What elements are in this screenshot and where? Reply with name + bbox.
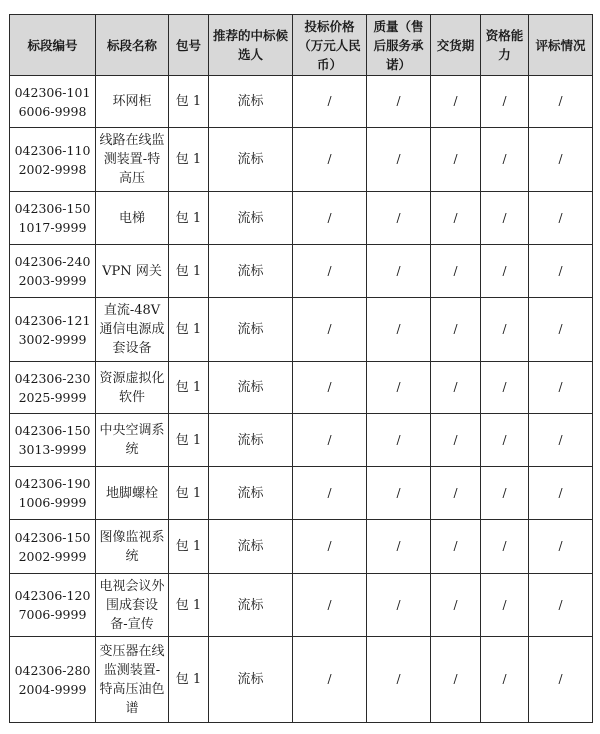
table-row: [10, 467, 593, 520]
recommended-bidder: 流标: [209, 574, 293, 637]
table-row: [10, 245, 593, 298]
quality: /: [367, 245, 431, 298]
evaluation: /: [529, 192, 593, 245]
package-number: 包 1: [169, 520, 209, 574]
delivery-period: /: [431, 245, 481, 298]
table-row: [10, 362, 593, 414]
evaluation: /: [529, 520, 593, 574]
package-number: 包 1: [169, 192, 209, 245]
delivery-period: /: [431, 76, 481, 128]
delivery-period: /: [431, 520, 481, 574]
bid-price: /: [293, 520, 367, 574]
recommended-bidder: 流标: [209, 298, 293, 362]
delivery-period: /: [431, 414, 481, 467]
qualification: /: [481, 362, 529, 414]
header-code: 标段编号: [10, 15, 96, 76]
recommended-bidder: 流标: [209, 245, 293, 298]
header-quality: 质量（售后服务承诺）: [367, 15, 431, 76]
table-row: [10, 128, 593, 192]
table-row: [10, 520, 593, 574]
section-name: 图像监视系统: [96, 520, 169, 574]
section-code: 042306-1102002-9998: [10, 128, 96, 192]
recommended-bidder: 流标: [209, 192, 293, 245]
delivery-period: /: [431, 362, 481, 414]
evaluation: /: [529, 637, 593, 723]
section-name: 资源虚拟化软件: [96, 362, 169, 414]
section-code: 042306-1213002-9999: [10, 298, 96, 362]
qualification: /: [481, 192, 529, 245]
recommended-bidder: 流标: [209, 637, 293, 723]
table-row: [10, 298, 593, 362]
delivery-period: /: [431, 467, 481, 520]
section-name: 变压器在线监测装置-特高压油色谱: [96, 637, 169, 723]
evaluation: /: [529, 467, 593, 520]
recommended-bidder: 流标: [209, 128, 293, 192]
bid-price: /: [293, 467, 367, 520]
bid-price: /: [293, 128, 367, 192]
header-name: 标段名称: [96, 15, 169, 76]
evaluation: /: [529, 362, 593, 414]
evaluation: /: [529, 414, 593, 467]
delivery-period: /: [431, 128, 481, 192]
qualification: /: [481, 637, 529, 723]
package-number: 包 1: [169, 76, 209, 128]
delivery-period: /: [431, 574, 481, 637]
package-number: 包 1: [169, 467, 209, 520]
table-row: [10, 192, 593, 245]
section-code: 042306-1501017-9999: [10, 192, 96, 245]
bid-price: /: [293, 637, 367, 723]
delivery-period: /: [431, 298, 481, 362]
qualification: /: [481, 245, 529, 298]
section-name: 地脚螺栓: [96, 467, 169, 520]
section-code: 042306-1901006-9999: [10, 467, 96, 520]
section-code: 042306-2402003-9999: [10, 245, 96, 298]
package-number: 包 1: [169, 574, 209, 637]
package-number: 包 1: [169, 128, 209, 192]
header-evaluation: 评标情况: [529, 15, 593, 76]
recommended-bidder: 流标: [209, 414, 293, 467]
delivery-period: /: [431, 192, 481, 245]
header-delivery: 交货期: [431, 15, 481, 76]
quality: /: [367, 467, 431, 520]
table-row: [10, 637, 593, 723]
bid-price: /: [293, 192, 367, 245]
section-name: 直流-48V通信电源成套设备: [96, 298, 169, 362]
header-row: [10, 15, 593, 76]
package-number: 包 1: [169, 245, 209, 298]
bid-price: /: [293, 76, 367, 128]
quality: /: [367, 192, 431, 245]
qualification: /: [481, 298, 529, 362]
delivery-period: /: [431, 637, 481, 723]
section-name: 环网柜: [96, 76, 169, 128]
table-row: [10, 574, 593, 637]
recommended-bidder: 流标: [209, 76, 293, 128]
header-bidder: 推荐的中标候选人: [209, 15, 293, 76]
header-qualification: 资格能力: [481, 15, 529, 76]
quality: /: [367, 128, 431, 192]
evaluation: /: [529, 298, 593, 362]
header-price: 投标价格（万元人民币）: [293, 15, 367, 76]
section-name: VPN 网关: [96, 245, 169, 298]
section-code: 042306-1502002-9999: [10, 520, 96, 574]
package-number: 包 1: [169, 637, 209, 723]
section-name: 线路在线监测装置-特高压: [96, 128, 169, 192]
quality: /: [367, 362, 431, 414]
section-name: 中央空调系统: [96, 414, 169, 467]
section-code: 042306-1016006-9998: [10, 76, 96, 128]
section-name: 电视会议外围成套设备-宣传: [96, 574, 169, 637]
bid-results-table: [9, 14, 593, 723]
table-row: [10, 414, 593, 467]
bid-price: /: [293, 414, 367, 467]
section-code: 042306-2302025-9999: [10, 362, 96, 414]
section-code: 042306-1503013-9999: [10, 414, 96, 467]
header-package: 包号: [169, 15, 209, 76]
quality: /: [367, 637, 431, 723]
evaluation: /: [529, 128, 593, 192]
evaluation: /: [529, 574, 593, 637]
section-name: 电梯: [96, 192, 169, 245]
section-code: 042306-1207006-9999: [10, 574, 96, 637]
quality: /: [367, 574, 431, 637]
qualification: /: [481, 128, 529, 192]
qualification: /: [481, 467, 529, 520]
quality: /: [367, 298, 431, 362]
evaluation: /: [529, 245, 593, 298]
quality: /: [367, 520, 431, 574]
recommended-bidder: 流标: [209, 362, 293, 414]
qualification: /: [481, 414, 529, 467]
recommended-bidder: 流标: [209, 520, 293, 574]
recommended-bidder: 流标: [209, 467, 293, 520]
qualification: /: [481, 520, 529, 574]
bid-price: /: [293, 298, 367, 362]
evaluation: /: [529, 76, 593, 128]
section-code: 042306-2802004-9999: [10, 637, 96, 723]
bid-price: /: [293, 574, 367, 637]
table-row: [10, 76, 593, 128]
bid-price: /: [293, 245, 367, 298]
bid-price: /: [293, 362, 367, 414]
package-number: 包 1: [169, 362, 209, 414]
package-number: 包 1: [169, 298, 209, 362]
quality: /: [367, 76, 431, 128]
qualification: /: [481, 76, 529, 128]
quality: /: [367, 414, 431, 467]
qualification: /: [481, 574, 529, 637]
package-number: 包 1: [169, 414, 209, 467]
